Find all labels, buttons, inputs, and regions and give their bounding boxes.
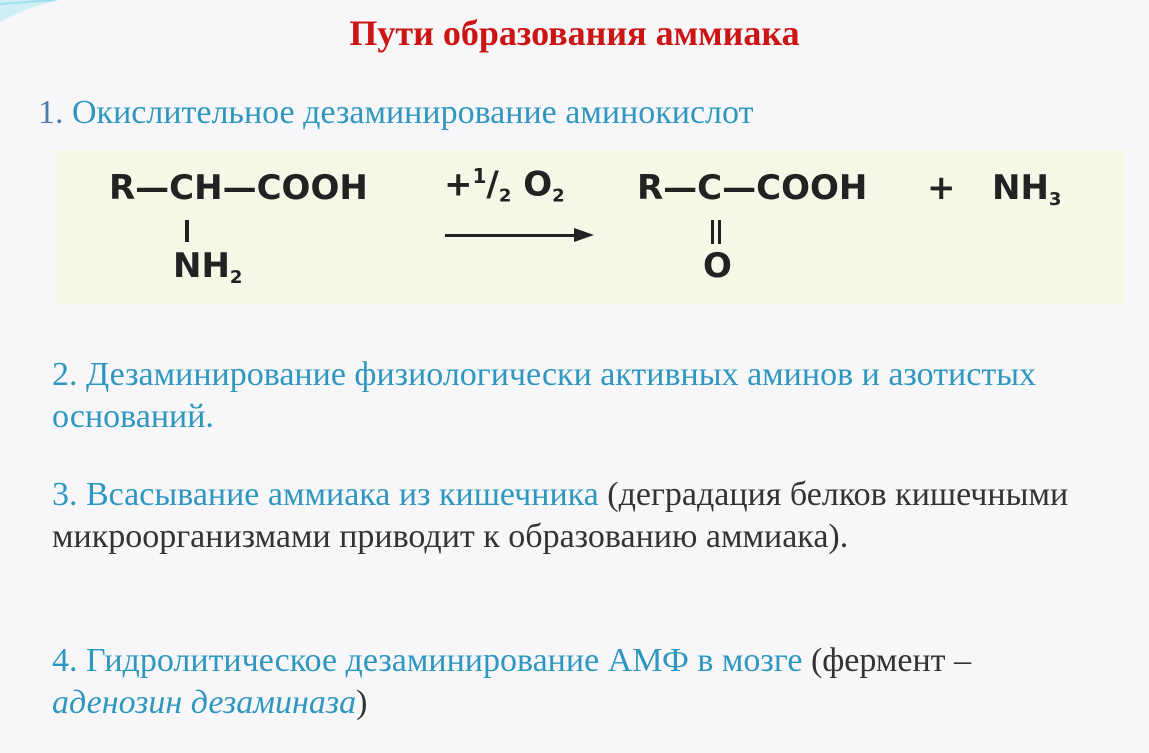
list-item-1-number: 1. (38, 94, 64, 131)
list-item-4-heading: 4. Гидролитическое дезаминирование АМФ в мозге (52, 642, 803, 679)
list-item-4-close: ) (356, 684, 368, 721)
list-item-2: 2. Дезаминирование физиологически активных аминов и азотистых оснований. (52, 356, 1037, 435)
list-item-4 (52, 640, 1142, 724)
reagent-oxygen: $+^1/_2$ $O_2$ (444, 164, 565, 207)
reaction-equation (57, 150, 1124, 304)
list-item-4-detail: (фермент – (802, 642, 972, 679)
reactant-vertical-bond (185, 220, 189, 242)
product-double-bond-left (711, 220, 714, 244)
page-title: Пути образования аммиака (349, 13, 800, 53)
reaction-arrow-head (574, 228, 594, 242)
product-chain: R—C—COOH (637, 168, 868, 208)
product-oxo-group: O (703, 246, 732, 286)
list-item-3-heading: 3. Всасывание аммиака из кишечника (52, 476, 599, 513)
product-double-bond-right (718, 220, 721, 244)
list-item-1 (38, 94, 753, 132)
list-item-1-text: Окислительное дезаминирование аминокислот (72, 94, 754, 131)
product-plus: + (927, 168, 956, 208)
list-item-4-enzyme: аденозин дезаминаза (52, 684, 357, 721)
reactant-amino-group: $NH_2$ (173, 246, 243, 288)
list-item-3-detail: (деградация белков кишечными микроорганизмами приводит к образованию аммиака). (52, 476, 1069, 555)
list-item-3 (52, 474, 1142, 558)
reactant-chain: R—CH—COOH (109, 168, 368, 208)
reaction-arrow-shaft (445, 234, 577, 237)
product-ammonia: $NH_3$ (992, 168, 1062, 210)
